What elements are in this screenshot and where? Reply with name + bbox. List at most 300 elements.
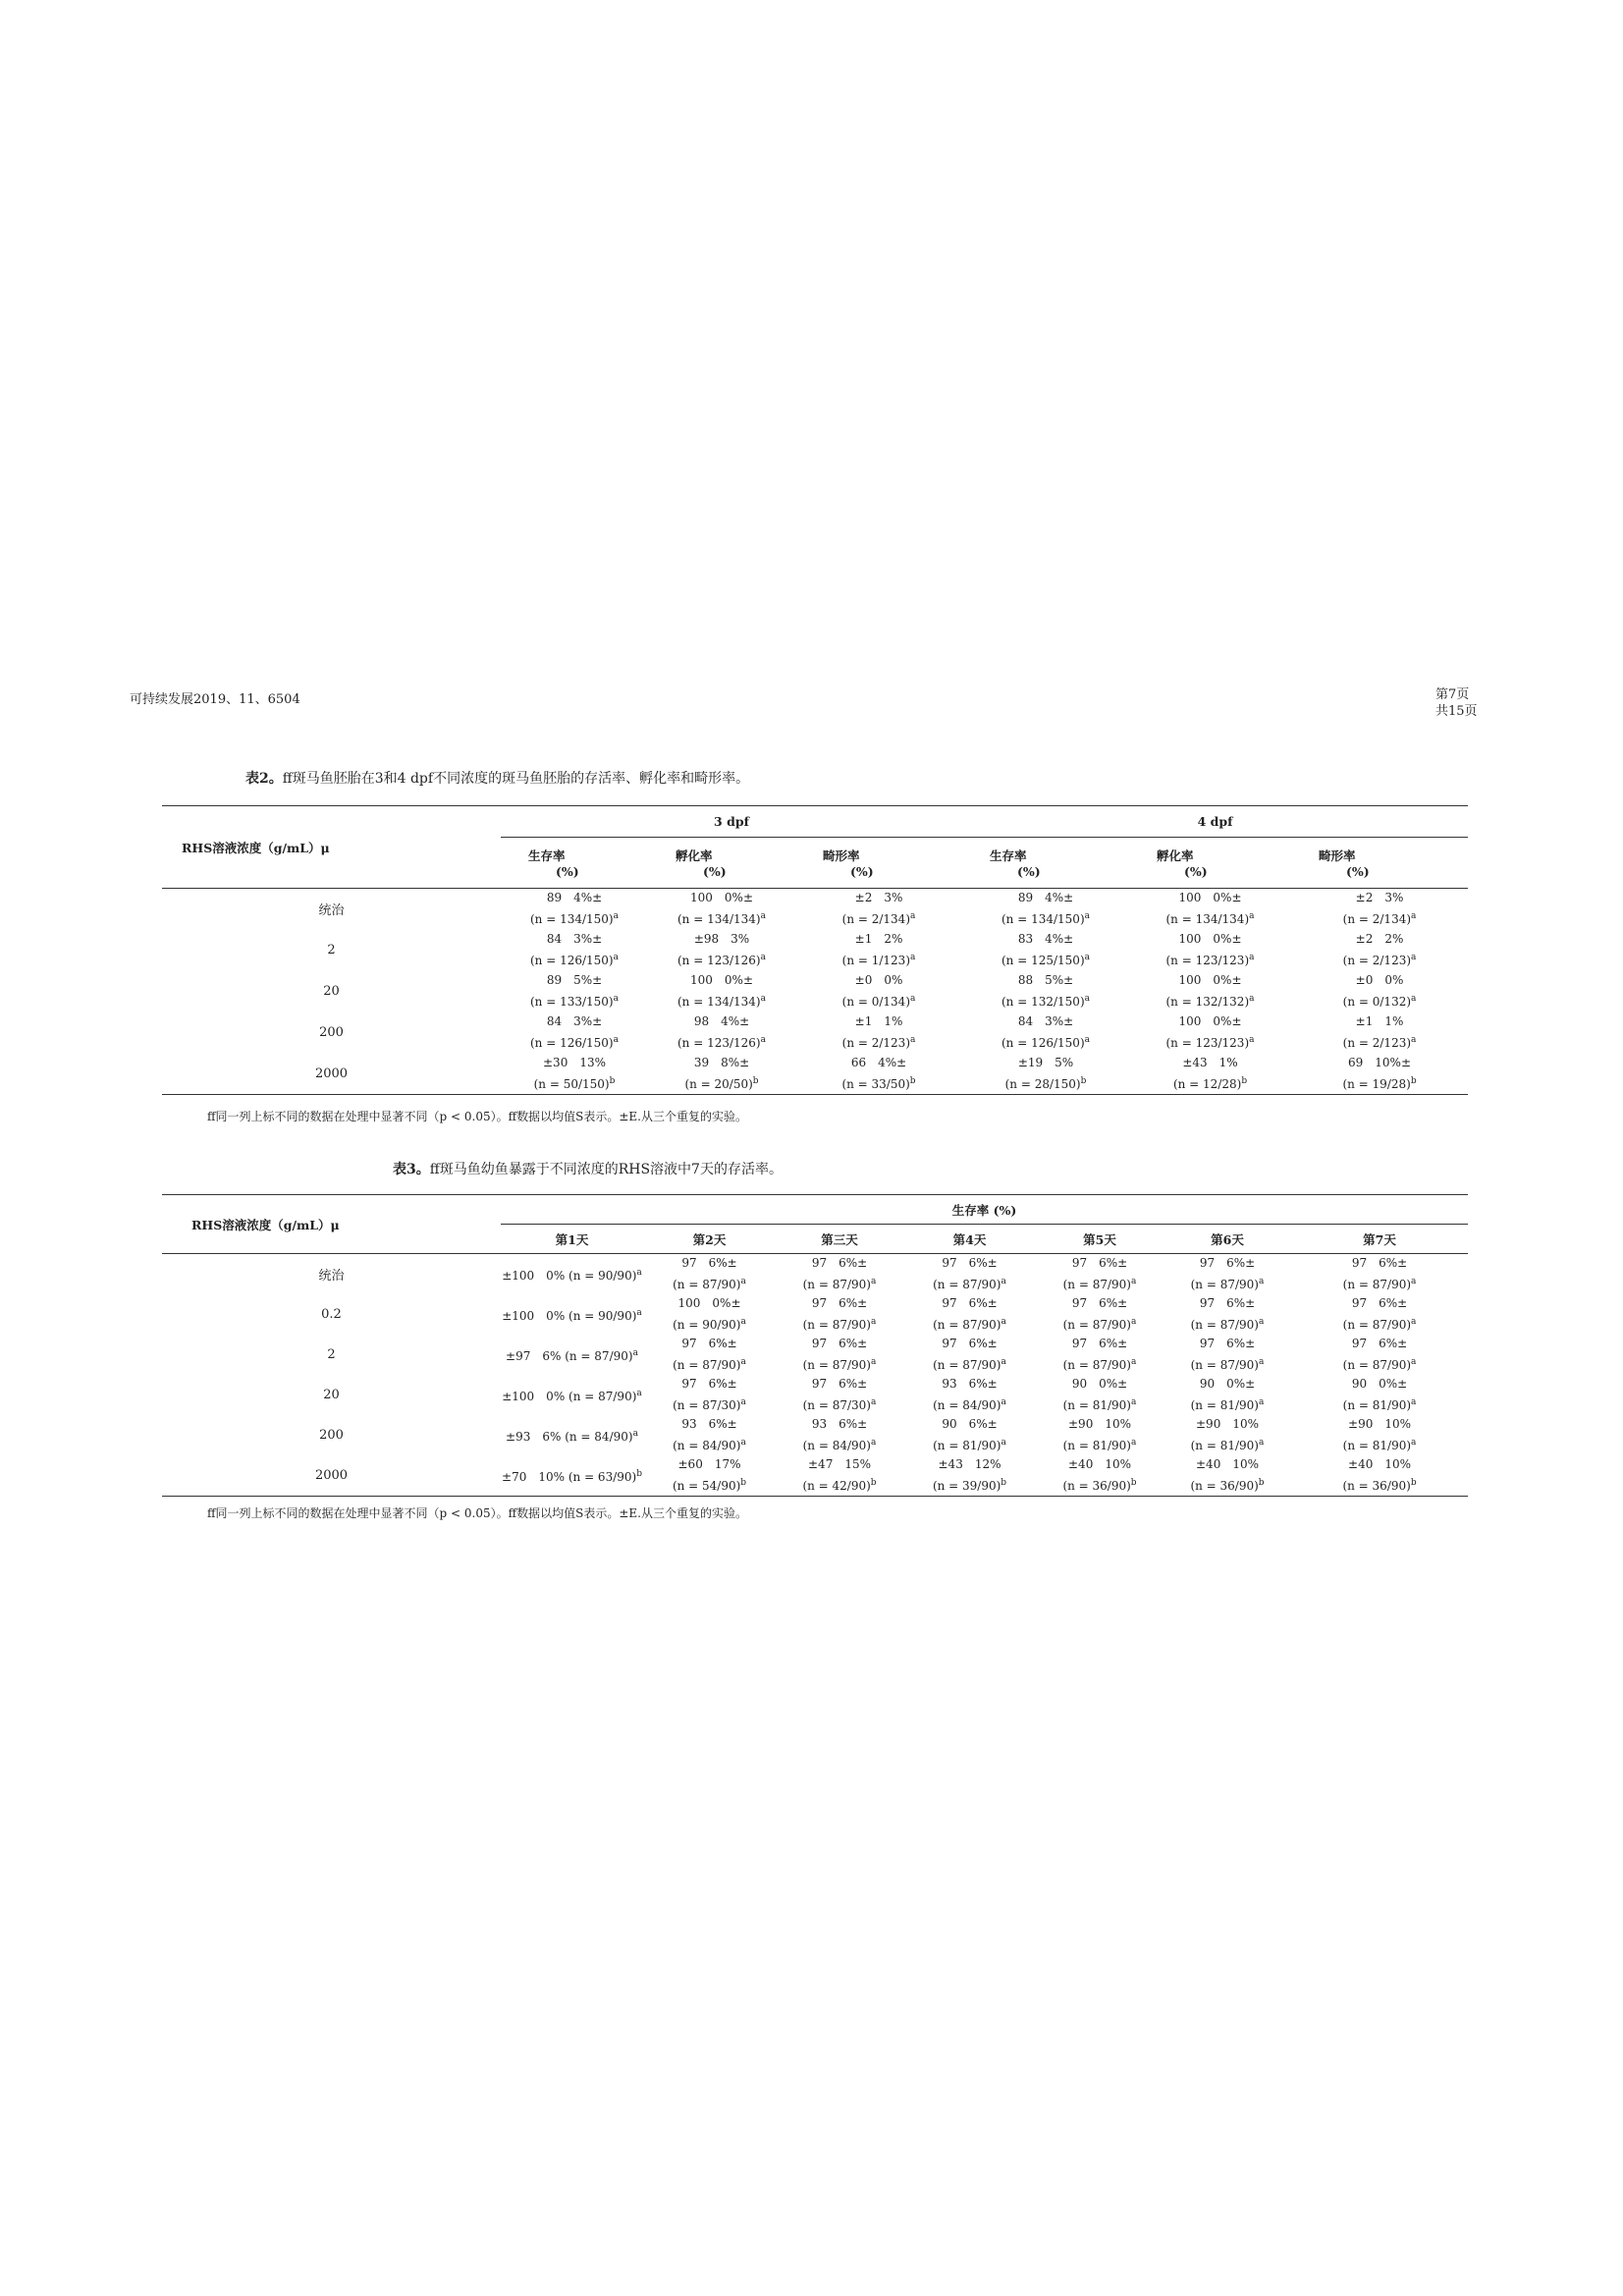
mean-sd: 97 6%±	[811, 1296, 868, 1310]
sample-count: (n = 123/126)	[676, 1036, 761, 1050]
mean-sd: 97 6%±	[681, 1256, 737, 1270]
value-cell	[1291, 1375, 1468, 1415]
value-cell	[776, 1415, 903, 1455]
significance-letter: a	[870, 1317, 877, 1327]
mean-sd: 97 6%±	[1199, 1337, 1256, 1350]
concentration-cell: 200	[319, 1428, 344, 1443]
value-cell	[903, 1375, 1036, 1415]
count-line	[1036, 1474, 1163, 1496]
value-cell	[1036, 1375, 1163, 1415]
concentration-cell: 2000	[314, 1066, 349, 1081]
significance-letter: b	[752, 1075, 759, 1086]
mean-sd: 84 3%±	[1017, 1014, 1074, 1028]
value-line	[1291, 1375, 1468, 1394]
table2-note: ff同一列上标不同的数据在处理中显著不同（p < 0.05）。ff数据以均值S表示。±E.从三个重复的实验。	[207, 1110, 747, 1123]
sample-count: (n = 50/150)	[533, 1076, 610, 1091]
sample-count: (n = 90/90)	[673, 1318, 741, 1332]
mean-sd: 90 0%±	[1071, 1377, 1128, 1391]
value-cell	[648, 1054, 795, 1095]
table-row	[162, 1335, 1468, 1375]
value-cell	[903, 1294, 1036, 1335]
table2-subheader	[648, 838, 795, 889]
value-line	[501, 889, 648, 907]
sample-count: (n = 87/90)	[802, 1358, 871, 1372]
sample-count: (n = 33/50)	[841, 1076, 910, 1091]
count-line	[1163, 1273, 1291, 1294]
mean-sd: ±43 1%	[1182, 1055, 1238, 1069]
mean-sd: ±40 10%	[1068, 1457, 1131, 1471]
count-line	[643, 1434, 776, 1455]
significance-letter: a	[1130, 1397, 1137, 1407]
sample-count: (n = 42/90)	[802, 1479, 871, 1493]
value-cell	[1163, 1415, 1291, 1455]
sample-count: (n = 84/90)	[673, 1439, 741, 1452]
value-cell	[501, 1455, 643, 1497]
value-cell	[501, 1012, 648, 1054]
value-cell	[1291, 971, 1468, 1012]
value-cell	[1163, 1375, 1291, 1415]
value-cell	[795, 930, 962, 971]
significance-letter: a	[1001, 1397, 1006, 1407]
value-cell	[962, 889, 1129, 930]
significance-letter: a	[613, 1035, 619, 1045]
significance-letter: a	[1258, 1357, 1265, 1367]
count-line	[1129, 990, 1291, 1011]
count-line	[1129, 1072, 1291, 1094]
significance-letter: a	[1411, 1317, 1417, 1327]
significance-letter: a	[636, 1307, 642, 1318]
value-cell	[501, 889, 648, 930]
count-line	[643, 1313, 776, 1335]
count-line	[776, 1313, 903, 1335]
mean-sd: 97 6%±	[942, 1256, 998, 1270]
value-cell	[962, 1054, 1129, 1095]
sample-count: (n = 123/126)	[676, 954, 761, 967]
significance-letter: a	[760, 953, 766, 962]
count-line	[795, 1072, 962, 1094]
sample-count: (n = 123/123)	[1165, 1036, 1250, 1050]
value-cell	[1291, 1335, 1468, 1375]
sample-count: (n = 12/28)	[1172, 1076, 1242, 1091]
mean-sd: 89 4%±	[1017, 891, 1074, 905]
mean-sd: 97 6%±	[1351, 1296, 1408, 1310]
value-line	[1163, 1254, 1291, 1273]
value-cell	[501, 1375, 643, 1415]
significance-letter: a	[1249, 994, 1255, 1004]
table2-subheader-unit: (%)	[556, 864, 579, 879]
significance-letter: a	[1411, 911, 1417, 922]
value-cell	[648, 930, 795, 971]
value-line	[795, 930, 962, 949]
value-line	[648, 1012, 795, 1031]
value-line	[776, 1254, 903, 1273]
value-line	[903, 1254, 1036, 1273]
sample-count: (n = 134/134)	[676, 995, 761, 1009]
mean-sd: 69 10%±	[1348, 1055, 1412, 1069]
count-line	[648, 907, 795, 929]
value-line	[962, 1054, 1129, 1072]
significance-letter: a	[760, 994, 766, 1004]
significance-letter: a	[1130, 1317, 1137, 1327]
mean-sd: ±2 2%	[1355, 932, 1404, 946]
table2-subheader-name: 孵化率	[1157, 848, 1194, 863]
value-cell	[643, 1294, 776, 1335]
value-line	[501, 1054, 648, 1072]
value-line	[643, 1294, 776, 1313]
value-line	[1291, 1455, 1468, 1474]
sample-count: (n = 84/90)	[933, 1398, 1001, 1412]
sample-count: (n = 134/150)	[1001, 912, 1085, 927]
value-line	[501, 1465, 643, 1487]
value-cell	[795, 1012, 962, 1054]
significance-letter: a	[1411, 1277, 1417, 1286]
value-line	[962, 971, 1129, 990]
mean-sd: 97 6%±	[811, 1337, 868, 1350]
value-line	[643, 1254, 776, 1273]
value-cell	[1291, 889, 1468, 930]
count-line	[1291, 1434, 1468, 1455]
mean-sd: 98 4%±	[693, 1014, 750, 1028]
significance-letter: a	[1130, 1277, 1137, 1286]
sample-count: (n = 87/90)	[1342, 1318, 1412, 1332]
value-line	[1036, 1254, 1163, 1273]
table-row	[162, 1294, 1468, 1335]
value-line	[501, 1304, 643, 1326]
sample-count: (n = 87/90)	[1062, 1278, 1131, 1291]
table3-day-header: 第1天	[555, 1231, 589, 1247]
significance-letter: a	[1001, 1357, 1006, 1367]
value-cell	[1291, 1294, 1468, 1335]
significance-letter: a	[613, 953, 619, 962]
value-line	[795, 1012, 962, 1031]
significance-letter: a	[870, 1357, 877, 1367]
sample-count: (n = 2/123)	[841, 1036, 910, 1050]
sample-count: (n = 133/150)	[529, 995, 614, 1009]
value-cell	[962, 971, 1129, 1012]
significance-letter: a	[1411, 1357, 1417, 1367]
value-line	[795, 971, 962, 990]
count-line	[903, 1474, 1036, 1496]
sample-count: (n = 134/134)	[1165, 912, 1250, 927]
mean-sd: 84 3%±	[546, 932, 603, 946]
value-line	[776, 1335, 903, 1353]
sample-count: (n = 126/150)	[529, 954, 614, 967]
significance-letter: a	[1001, 1277, 1006, 1286]
significance-letter: a	[740, 1317, 746, 1327]
sample-count: (n = 81/90)	[1062, 1398, 1131, 1412]
value-cell	[501, 971, 648, 1012]
value-cell	[903, 1254, 1036, 1295]
count-line	[903, 1353, 1036, 1375]
sample-count: (n = 36/90)	[1190, 1479, 1259, 1493]
value-line	[903, 1415, 1036, 1434]
significance-letter: a	[870, 1277, 877, 1286]
mean-sd: ±90 10%	[1196, 1417, 1259, 1431]
value-cell	[1291, 1054, 1468, 1095]
significance-letter: a	[1130, 1438, 1137, 1448]
value-cell	[903, 1455, 1036, 1497]
sample-count: (n = 36/90)	[1342, 1479, 1411, 1493]
sample-count: (n = 87/90)	[1342, 1278, 1412, 1291]
table3-day-header: 第4天	[952, 1231, 987, 1247]
count-line	[903, 1273, 1036, 1294]
value-cell	[648, 971, 795, 1012]
table-row	[162, 1415, 1468, 1455]
significance-letter: b	[740, 1478, 747, 1488]
value-cell	[795, 971, 962, 1012]
sample-count: (n = 1/123)	[841, 954, 910, 967]
count-line	[643, 1394, 776, 1415]
table2-caption-label: 表2。	[245, 771, 283, 787]
value-cell	[795, 889, 962, 930]
significance-letter: a	[910, 1035, 916, 1045]
table2-group-4dpf: 4 dpf	[962, 806, 1468, 838]
count-line	[962, 949, 1129, 970]
count-line	[1036, 1434, 1163, 1455]
value-line	[1163, 1294, 1291, 1313]
sample-count: (n = 84/90)	[802, 1439, 871, 1452]
significance-letter: b	[636, 1468, 642, 1479]
value-line	[643, 1455, 776, 1474]
sample-count: (n = 123/123)	[1165, 954, 1250, 967]
mean-sd: ±98 3%	[693, 932, 750, 946]
count-line	[501, 1031, 648, 1053]
value-line	[501, 1264, 643, 1285]
significance-letter: a	[870, 1438, 877, 1448]
count-line	[1129, 949, 1291, 970]
count-line	[795, 949, 962, 970]
table-row	[162, 1455, 1468, 1497]
mean-sd: 100 0%±	[690, 973, 753, 987]
value-line	[1291, 1294, 1468, 1313]
count-line	[1291, 907, 1468, 929]
table3-day-header: 第三天	[821, 1231, 858, 1247]
sample-count: (n = 2/134)	[841, 912, 910, 927]
mean-sd: 97 6%±	[1199, 1296, 1256, 1310]
value-cell	[1291, 1254, 1468, 1295]
sample-count: (n = 19/28)	[1342, 1076, 1411, 1091]
mean-sd: ±1 1%	[1355, 1014, 1404, 1028]
value-cell	[776, 1254, 903, 1295]
mean-sd: ±47 15%	[808, 1457, 871, 1471]
value-line	[962, 889, 1129, 907]
concentration-cell: 0.2	[321, 1307, 342, 1322]
sample-count: (n = 87/90)	[933, 1318, 1001, 1332]
table2-subheader-unit: (%)	[1346, 864, 1370, 879]
significance-letter: a	[910, 994, 916, 1004]
value-cell	[1036, 1415, 1163, 1455]
table3-caption-text: ff斑马鱼幼鱼暴露于不同浓度的RHS溶液中7天的存活率。	[429, 1162, 783, 1177]
value-line	[648, 889, 795, 907]
value-line	[643, 1335, 776, 1353]
value-cell	[1036, 1254, 1163, 1295]
significance-letter: a	[1084, 994, 1091, 1004]
significance-letter: b	[870, 1478, 877, 1488]
mean-sd: 66 4%±	[850, 1055, 907, 1069]
table3-note: ff同一列上标不同的数据在处理中显著不同（p < 0.05）。ff数据以均值S表示。±E.从三个重复的实验。	[207, 1506, 747, 1520]
count-line	[643, 1273, 776, 1294]
table3-col-label: RHS溶液浓度（g/mL）μ	[162, 1195, 501, 1254]
value-cell	[962, 1012, 1129, 1054]
value-line	[1036, 1415, 1163, 1434]
count-line	[1036, 1313, 1163, 1335]
mean-sd: ±60 17%	[677, 1457, 741, 1471]
mean-sd: 84 3%±	[546, 1014, 603, 1028]
count-line	[962, 1031, 1129, 1053]
count-line	[1129, 1031, 1291, 1053]
mean-sd: 97 6%±	[1071, 1296, 1128, 1310]
value-line	[1291, 1254, 1468, 1273]
sample-count: (n = 2/134)	[1342, 912, 1412, 927]
value-line	[1291, 1012, 1468, 1031]
count-line	[776, 1353, 903, 1375]
sample-count: (n = 81/90)	[933, 1439, 1001, 1452]
significance-letter: a	[910, 953, 916, 962]
value-cell	[1163, 1455, 1291, 1497]
value-line	[1291, 1335, 1468, 1353]
sample-count: (n = 87/90)	[673, 1278, 741, 1291]
count-line	[795, 907, 962, 929]
value-line	[1036, 1335, 1163, 1353]
mean-sd: 90 6%±	[942, 1417, 998, 1431]
value-cell	[1291, 1455, 1468, 1497]
value-line	[795, 889, 962, 907]
significance-letter: a	[1411, 994, 1417, 1004]
sample-count: (n = 132/150)	[1001, 995, 1085, 1009]
mean-sd: ±2 3%	[1355, 891, 1404, 905]
value-cell	[903, 1335, 1036, 1375]
table-row	[162, 1012, 1468, 1054]
mean-sd: 97 6%±	[681, 1337, 737, 1350]
significance-letter: a	[870, 1397, 877, 1407]
count-line	[501, 907, 648, 929]
value-cell	[1036, 1294, 1163, 1335]
value-line	[501, 1425, 643, 1447]
value-cell	[1291, 1415, 1468, 1455]
value-cell	[501, 1335, 643, 1375]
mean-sd: 90 0%±	[1351, 1377, 1408, 1391]
significance-letter: a	[632, 1428, 638, 1439]
value-cell	[776, 1375, 903, 1415]
value-line	[1129, 930, 1291, 949]
count-line	[1291, 1313, 1468, 1335]
sample-count: (n = 2/123)	[1342, 954, 1412, 967]
value-cell	[643, 1375, 776, 1415]
sample-count: (n = 87/90)	[1190, 1318, 1259, 1332]
value-cell	[501, 1254, 643, 1295]
mean-sd: 97 6%±	[1351, 1337, 1408, 1350]
count-line	[1291, 1394, 1468, 1415]
significance-letter: b	[909, 1075, 916, 1086]
table3-day-header: 第5天	[1083, 1231, 1116, 1247]
mean-sd: ±40 10%	[1348, 1457, 1412, 1471]
table2-subheader	[962, 838, 1129, 889]
count-line	[903, 1394, 1036, 1415]
count-line	[1036, 1394, 1163, 1415]
significance-letter: a	[613, 911, 619, 922]
value-line	[501, 1344, 643, 1366]
value-line	[1036, 1455, 1163, 1474]
count-line	[903, 1313, 1036, 1335]
sample-count: (n = 87/90)	[1062, 1358, 1131, 1372]
table3-caption-label: 表3。	[393, 1162, 430, 1177]
sample-count: (n = 87/90)	[1062, 1318, 1131, 1332]
value-cell	[648, 1012, 795, 1054]
value-cell	[501, 930, 648, 971]
significance-letter: a	[1411, 953, 1417, 962]
sample-count: (n = 81/90)	[1190, 1439, 1259, 1452]
sample-count: (n = 87/30)	[673, 1398, 741, 1412]
table3-day-header: 第2天	[692, 1231, 727, 1247]
value-cell	[1129, 889, 1291, 930]
count-line	[962, 907, 1129, 929]
value-line	[1129, 1054, 1291, 1072]
value-cell	[501, 1294, 643, 1335]
count-line	[1036, 1353, 1163, 1375]
count-line	[1163, 1353, 1291, 1375]
count-line	[1291, 990, 1468, 1011]
significance-letter: b	[609, 1075, 616, 1086]
mean-sd: 100 0%±	[1178, 1014, 1242, 1028]
concentration-cell: 2000	[314, 1468, 349, 1483]
significance-letter: a	[1084, 1035, 1091, 1045]
page-number	[1435, 686, 1478, 720]
significance-letter: a	[740, 1438, 746, 1448]
mean-sd: 97 6%±	[942, 1296, 998, 1310]
value-line	[643, 1375, 776, 1394]
significance-letter: a	[1411, 1035, 1417, 1045]
value-line	[962, 930, 1129, 949]
journal-header: 可持续发展2019、11、6504	[130, 692, 300, 707]
table2-subheader	[1291, 838, 1468, 889]
value-cell	[1291, 930, 1468, 971]
significance-letter: a	[1084, 953, 1091, 962]
significance-letter: b	[1080, 1075, 1087, 1086]
count-line	[1291, 1474, 1468, 1496]
sample-count: (n = 87/90)	[802, 1318, 871, 1332]
sample-count: (n = 134/150)	[529, 912, 614, 927]
value-line	[903, 1455, 1036, 1474]
count-line	[1129, 907, 1291, 929]
mean-sd: 97 6%±	[1071, 1256, 1128, 1270]
count-line	[501, 990, 648, 1011]
mean-sd: 97 6%±	[681, 1377, 737, 1391]
significance-letter: b	[1410, 1075, 1417, 1086]
significance-letter: a	[1258, 1317, 1265, 1327]
value-line	[1036, 1294, 1163, 1313]
sample-count: (n = 81/90)	[1342, 1439, 1412, 1452]
count-line	[1163, 1313, 1291, 1335]
count-line	[962, 1072, 1129, 1094]
sample-count: (n = 0/134)	[841, 995, 910, 1009]
count-line	[1291, 1353, 1468, 1375]
significance-letter: a	[1411, 1397, 1417, 1407]
count-line	[1036, 1273, 1163, 1294]
value-line	[776, 1375, 903, 1394]
count-line	[1291, 949, 1468, 970]
significance-letter: a	[740, 1277, 746, 1286]
mean-sd: 89 5%±	[546, 973, 603, 987]
sample-count: (n = 81/90)	[1342, 1398, 1412, 1412]
significance-letter: a	[1258, 1397, 1265, 1407]
value-line	[648, 1054, 795, 1072]
value-cell	[1129, 1054, 1291, 1095]
page-total: 共15页	[1435, 704, 1478, 719]
mean-sd: ±93 6% (n = 84/90)	[506, 1429, 633, 1444]
value-cell	[1163, 1254, 1291, 1295]
sample-count: (n = 87/90)	[933, 1278, 1001, 1291]
count-line	[776, 1273, 903, 1294]
